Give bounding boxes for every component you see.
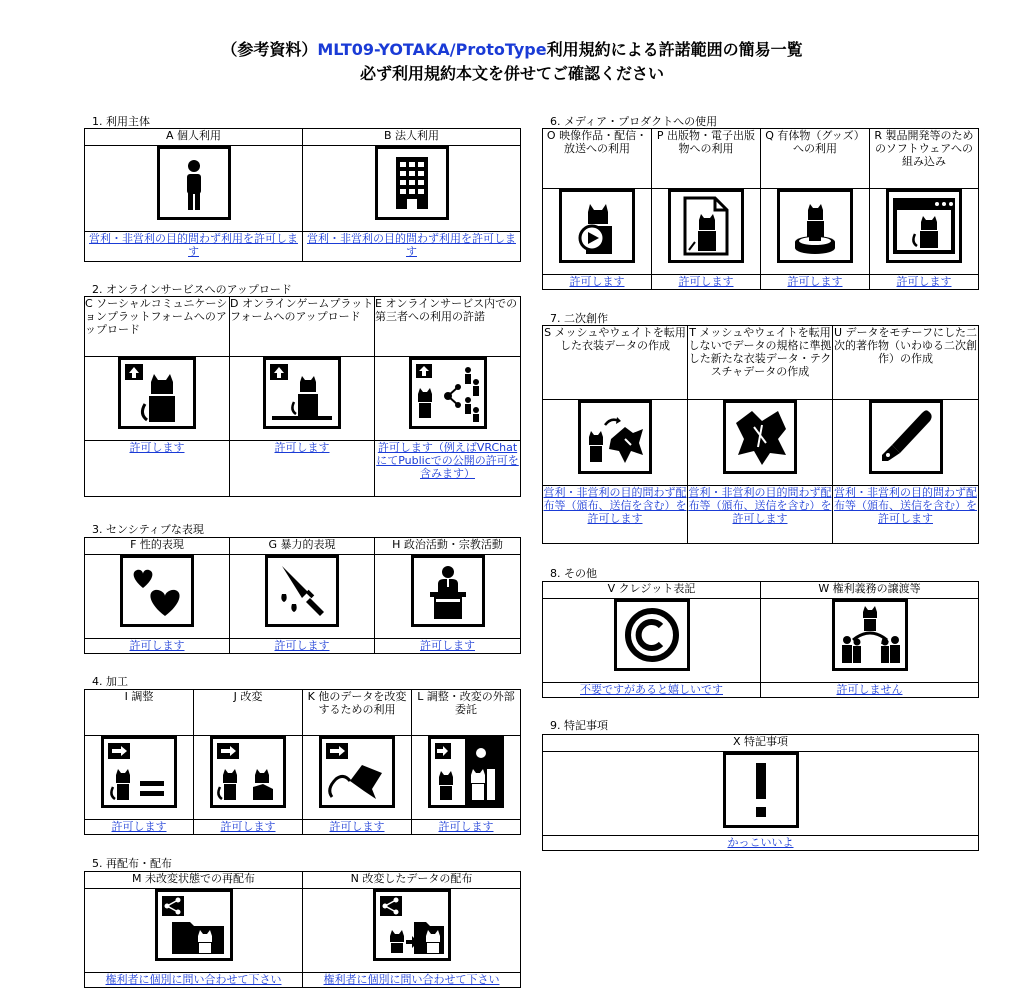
item-W-label: W 権利義務の譲渡等 [761,582,979,599]
person-icon [157,146,231,220]
knife-icon [265,555,339,627]
item-O-label: O 映像作品・配信・放送への利用 [543,129,652,189]
item-X-icon-cell [543,752,979,836]
item-I-icon-cell [85,736,194,820]
item-H-status[interactable]: 許可します [375,639,521,654]
section-9-table [542,734,979,851]
item-J-label: J 改変 [194,690,303,736]
item-W-icon-cell [761,599,979,683]
item-E-label: E オンラインサービス内での第三者への利用の許諾 [375,297,521,357]
item-J-icon-cell [194,736,303,820]
section-7-table [542,325,979,544]
new-cloth-icon [723,400,797,474]
item-C-status[interactable]: 許可します [85,441,230,497]
section-2-table [84,296,521,497]
page-title [0,37,1024,60]
section-5-table [84,871,521,988]
item-I-status[interactable]: 許可します [85,820,194,835]
item-Q-label: Q 有体物（グッズ）への利用 [761,129,870,189]
item-P-icon-cell [652,189,761,275]
building-icon [375,146,449,220]
item-I-label: I 調整 [85,690,194,736]
publication-icon [668,189,744,263]
item-R-status[interactable]: 許可します [870,275,979,290]
section-8-table [542,581,979,698]
item-B-icon-cell [303,146,521,232]
item-P-label: P 出版物・電子出版物への利用 [652,129,761,189]
item-K-icon-cell [303,736,412,820]
item-X-status[interactable]: かっこいいよ [543,836,979,851]
item-L-label: L 調整・改変の外部委託 [412,690,521,736]
item-G-status[interactable]: 許可します [230,639,375,654]
title-suffix: 利用規約による許諾範囲の簡易一覧 [546,40,803,59]
title-product: MLT09-YOTAKA/ProtoType [317,40,547,59]
section-2-title: 2. オンラインサービスへのアップロード [92,283,292,296]
section-4-table [84,689,521,835]
item-B-label: B 法人利用 [303,129,521,146]
item-R-icon-cell [870,189,979,275]
exclamation-icon [723,752,799,828]
item-A-status[interactable]: 営利・非営利の目的問わず利用を許可します [85,232,303,262]
item-O-status[interactable]: 許可します [543,275,652,290]
modify-cats-icon [210,736,286,808]
item-J-status[interactable]: 許可します [194,820,303,835]
title-prefix: （参考資料） [221,40,318,59]
cloth-transfer-icon [578,400,652,474]
item-U-label: U データをモチーフにした二次的著作物（いわゆる二次創作）の作成 [833,326,979,400]
item-S-status[interactable]: 営利・非営利の目的問わず配布等（頒布、送信を含む）を許可します [543,486,688,544]
section-8-title: 8. その他 [550,567,597,580]
item-M-icon-cell [85,889,303,973]
section-1-title: 1. 利用主体 [92,115,150,128]
item-H-icon-cell [375,555,521,639]
item-D-label: D オンラインゲームプラットフォームへのアップロード [230,297,375,357]
item-Q-icon-cell [761,189,870,275]
item-T-label: T メッシュやウェイトを転用しないでデータの規格に準拠した新たな衣装データ・テクスチャデータの作成 [688,326,833,400]
item-T-status[interactable]: 営利・非営利の目的問わず配布等（頒布、送信を含む）を許可します [688,486,833,544]
item-E-icon-cell [375,357,521,441]
item-M-status[interactable]: 権利者に個別に問い合わせて下さい [85,973,303,988]
section-4-title: 4. 加工 [92,675,128,688]
figure-goods-icon [777,189,853,263]
software-window-icon [886,189,962,263]
item-A-icon-cell [85,146,303,232]
upload-cat-icon [118,357,196,429]
item-F-icon-cell [85,555,230,639]
section-6-title: 6. メディア・プロダクトへの使用 [550,115,718,128]
pen-nib-icon [869,400,943,474]
item-G-icon-cell [230,555,375,639]
item-N-label: N 改変したデータの配布 [303,872,521,889]
item-D-status[interactable]: 許可します [230,441,375,497]
item-H-label: H 政治活動・宗教活動 [375,538,521,555]
item-B-status[interactable]: 営利・非営利の目的問わず利用を許可します [303,232,521,262]
outsource-icon [428,736,504,808]
item-D-icon-cell [230,357,375,441]
item-R-label: R 製品開発等のためのソフトウェアへの組み込み [870,129,979,189]
section-5-title: 5. 再配布・配布 [92,857,172,870]
item-C-icon-cell [85,357,230,441]
other-data-icon [319,736,395,808]
adjust-equal-icon [101,736,177,808]
section-3-title: 3. センシティブな表現 [92,523,204,536]
section-3-table [84,537,521,654]
section-7-title: 7. 二次創作 [550,312,608,325]
item-A-label: A 個人利用 [85,129,303,146]
section-1-table [84,128,521,262]
section-6-table [542,128,979,290]
video-play-icon [559,189,635,263]
item-C-label: C ソーシャルコミュニケーションプラットフォームへのアップロード [85,297,230,357]
item-L-status[interactable]: 許可します [412,820,521,835]
item-M-label: M 未改変状態での再配布 [85,872,303,889]
item-L-icon-cell [412,736,521,820]
item-O-icon-cell [543,189,652,275]
item-F-label: F 性的表現 [85,538,230,555]
item-Q-status[interactable]: 許可します [761,275,870,290]
section-9-title: 9. 特記事項 [550,719,608,732]
item-K-label: K 他のデータを改変するための利用 [303,690,412,736]
item-V-label: V クレジット表記 [543,582,761,599]
game-upload-icon [263,357,341,429]
item-U-icon-cell [833,400,979,486]
item-E-status[interactable]: 許可します（例えばVRChatにてPublicでの公開の許可を含みます） [375,441,521,497]
folder-share-icon [155,889,233,961]
item-T-icon-cell [688,400,833,486]
podium-speaker-icon [411,555,485,627]
transfer-rights-icon [832,599,908,671]
item-N-icon-cell [303,889,521,973]
item-U-status[interactable]: 営利・非営利の目的問わず配布等（頒布、送信を含む）を許可します [833,486,979,544]
item-V-icon-cell [543,599,761,683]
item-W-status[interactable]: 許可しません [761,683,979,698]
item-X-label: X 特記事項 [543,735,979,752]
item-P-status[interactable]: 許可します [652,275,761,290]
page-subtitle: 必ず利用規約本文を併せてご確認ください [359,64,664,83]
folder-transfer-icon [373,889,451,961]
item-K-status[interactable]: 許可します [303,820,412,835]
share-people-icon [409,357,487,429]
item-V-status[interactable]: 不要ですがあると嬉しいです [543,683,761,698]
item-G-label: G 暴力的表現 [230,538,375,555]
hearts-icon [120,555,194,627]
item-S-icon-cell [543,400,688,486]
item-F-status[interactable]: 許可します [85,639,230,654]
item-N-status[interactable]: 権利者に個別に問い合わせて下さい [303,973,521,988]
item-S-label: S メッシュやウェイトを転用した衣装データの作成 [543,326,688,400]
copyright-icon [614,599,690,671]
